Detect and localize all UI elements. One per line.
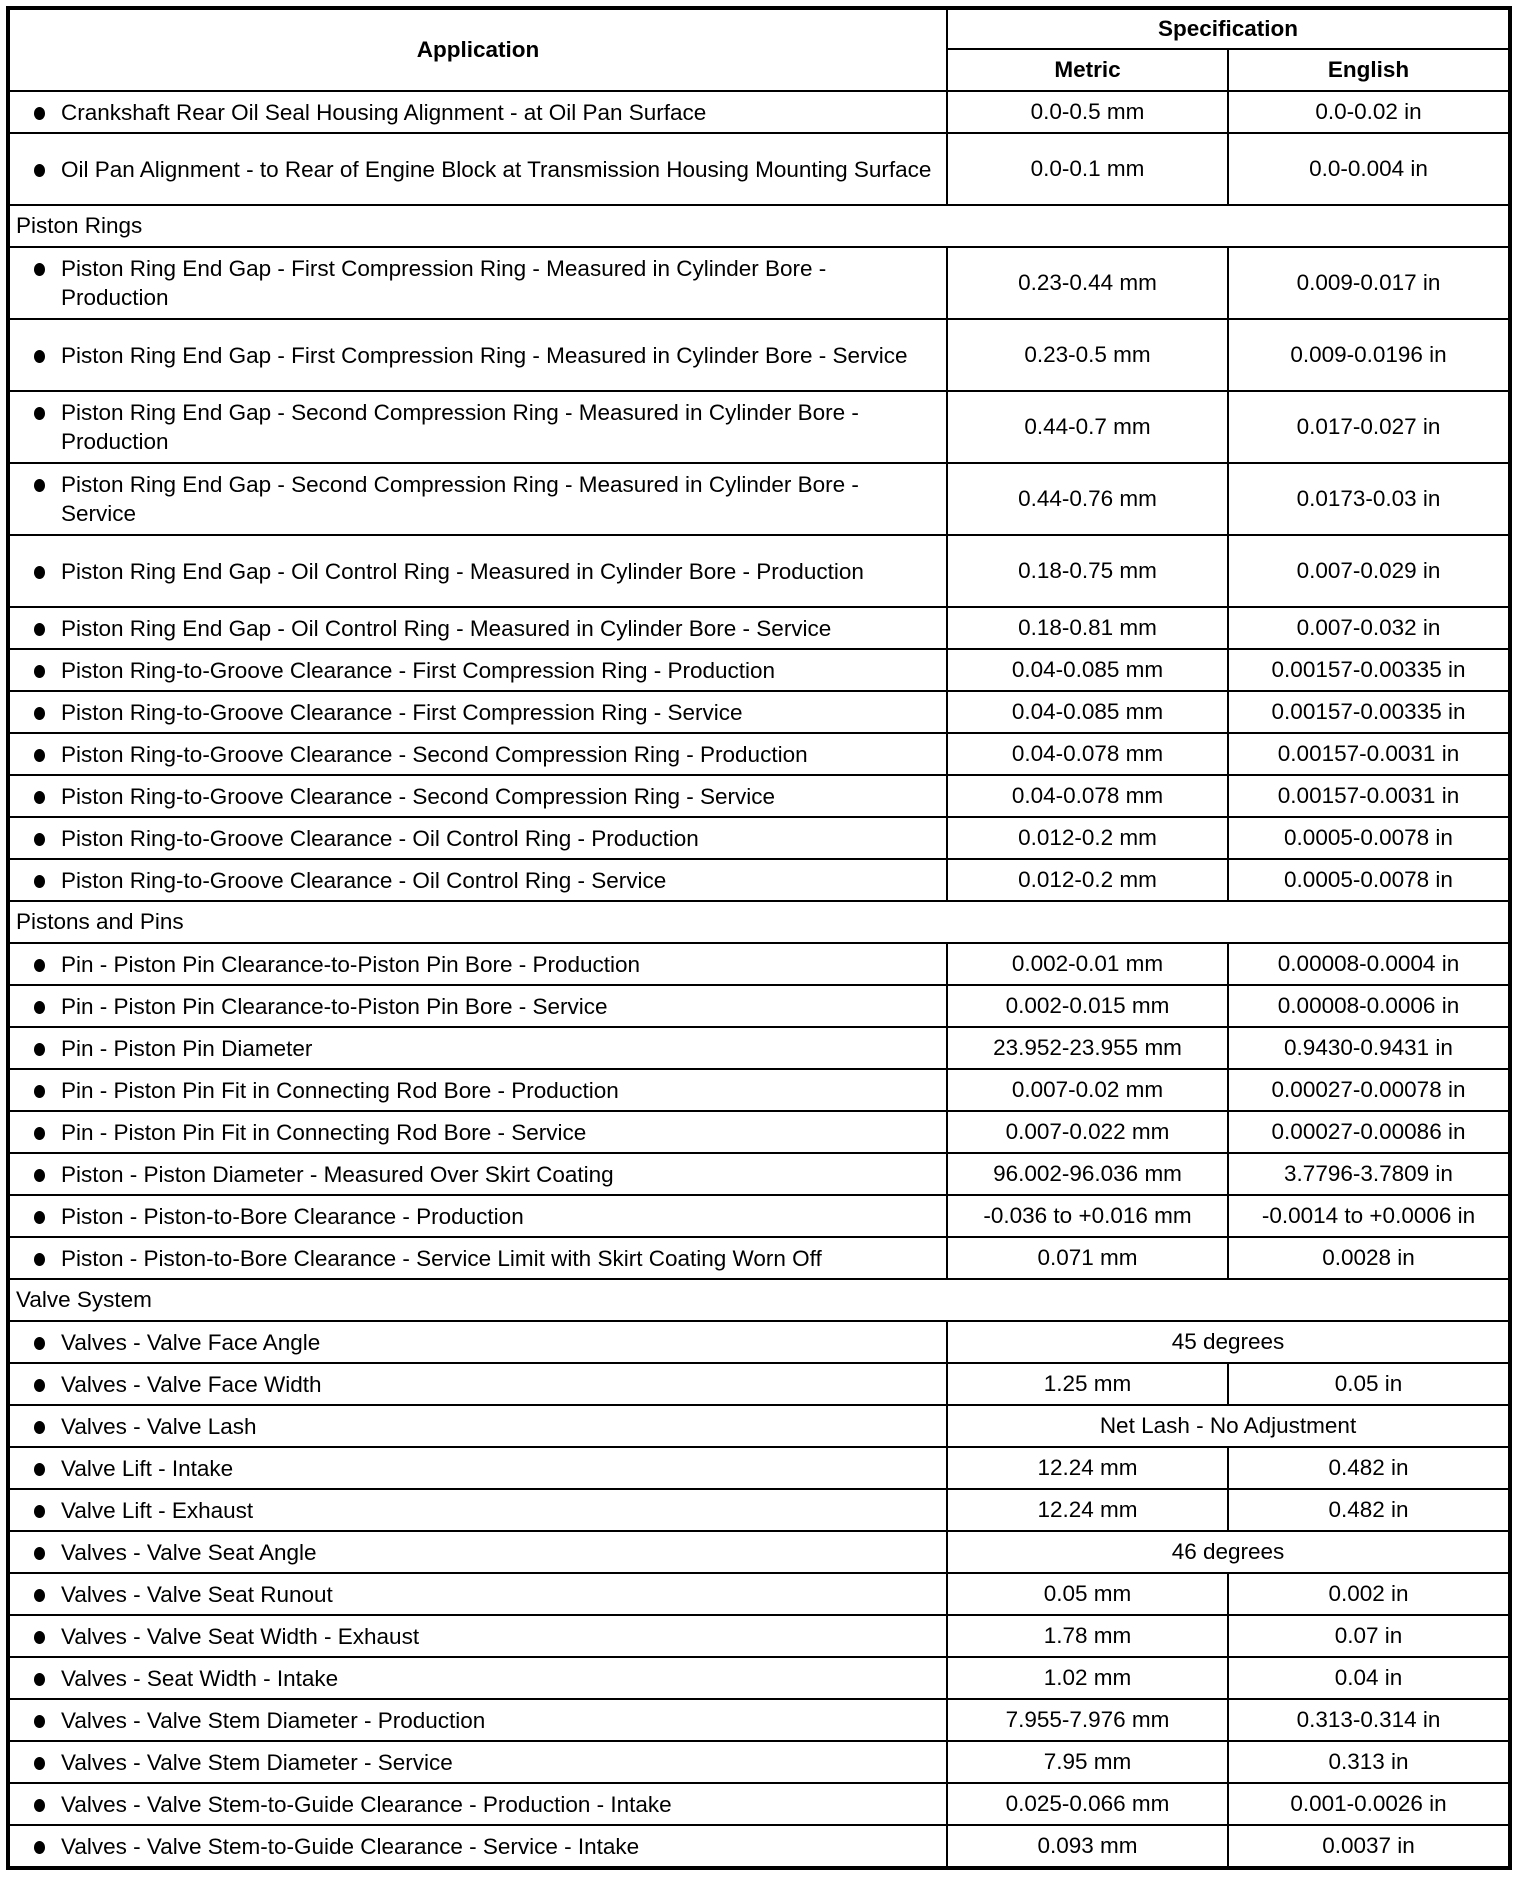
english-cell: 0.0173-0.03 in xyxy=(1228,463,1510,535)
table-row xyxy=(8,1111,1510,1153)
application-cell xyxy=(8,535,947,607)
bullet-icon xyxy=(34,1799,45,1812)
english-cell: 0.482 in xyxy=(1228,1489,1510,1531)
bullet-icon xyxy=(34,1085,45,1098)
metric-cell: 0.18-0.81 mm xyxy=(947,607,1228,649)
application-cell xyxy=(8,1783,947,1825)
application-cell xyxy=(8,391,947,463)
application-cell xyxy=(8,319,947,391)
bullet-icon xyxy=(34,479,45,492)
application-label: Pin - Piston Pin Fit in Connecting Rod Bore - Service xyxy=(61,1119,587,1145)
bullet-icon xyxy=(34,1841,45,1854)
application-label: Piston Ring-to-Groove Clearance - First Compression Ring - Service xyxy=(61,699,743,725)
english-cell: 0.0005-0.0078 in xyxy=(1228,859,1510,901)
table-row xyxy=(8,943,1510,985)
english-cell: 0.00157-0.00335 in xyxy=(1228,691,1510,733)
table-row xyxy=(8,817,1510,859)
metric-cell: 7.955-7.976 mm xyxy=(947,1699,1228,1741)
metric-cell: 1.25 mm xyxy=(947,1363,1228,1405)
metric-cell: 0.23-0.5 mm xyxy=(947,319,1228,391)
metric-cell: 0.012-0.2 mm xyxy=(947,859,1228,901)
application-label: Piston Ring-to-Groove Clearance - Oil Control Ring - Production xyxy=(61,825,699,851)
metric-cell: 0.18-0.75 mm xyxy=(947,535,1228,607)
bullet-icon xyxy=(34,1631,45,1644)
table-row xyxy=(8,649,1510,691)
metric-cell: 0.093 mm xyxy=(947,1825,1228,1868)
bullet-icon xyxy=(34,665,45,678)
bullet-icon xyxy=(34,1757,45,1770)
bullet-icon xyxy=(34,1715,45,1728)
metric-cell: 1.78 mm xyxy=(947,1615,1228,1657)
application-cell xyxy=(8,1699,947,1741)
section-title: Valve System xyxy=(8,1279,1510,1321)
application-cell xyxy=(8,1027,947,1069)
bullet-icon xyxy=(34,875,45,888)
metric-cell: 7.95 mm xyxy=(947,1741,1228,1783)
application-label: Valves - Valve Face Width xyxy=(61,1371,322,1397)
metric-cell: 23.952-23.955 mm xyxy=(947,1027,1228,1069)
metric-cell: 0.025-0.066 mm xyxy=(947,1783,1228,1825)
english-cell: 0.313 in xyxy=(1228,1741,1510,1783)
application-label: Piston Ring End Gap - First Compression Ring - Measured in Cylinder Bore - Production xyxy=(61,256,827,310)
application-cell xyxy=(8,1657,947,1699)
application-label: Piston Ring-to-Groove Clearance - Second Compression Ring - Production xyxy=(61,741,808,767)
table-row xyxy=(8,859,1510,901)
application-label: Valves - Valve Seat Width - Exhaust xyxy=(61,1623,420,1649)
english-cell: 0.001-0.0026 in xyxy=(1228,1783,1510,1825)
application-label: Valves - Seat Width - Intake xyxy=(61,1665,339,1691)
application-cell xyxy=(8,817,947,859)
english-cell: 0.00008-0.0006 in xyxy=(1228,985,1510,1027)
table-row xyxy=(8,1321,1510,1363)
english-cell: 0.009-0.017 in xyxy=(1228,247,1510,319)
metric-cell: 0.04-0.078 mm xyxy=(947,775,1228,817)
application-cell xyxy=(8,1069,947,1111)
application-label: Pin - Piston Pin Fit in Connecting Rod Bore - Production xyxy=(61,1077,619,1103)
table-row xyxy=(8,1069,1510,1111)
application-label: Pin - Piston Pin Diameter xyxy=(61,1035,313,1061)
metric-cell: 0.05 mm xyxy=(947,1573,1228,1615)
application-cell xyxy=(8,1321,947,1363)
english-cell: 0.00157-0.0031 in xyxy=(1228,733,1510,775)
bullet-icon xyxy=(34,1379,45,1392)
english-cell: 0.00157-0.0031 in xyxy=(1228,775,1510,817)
metric-cell: 0.04-0.085 mm xyxy=(947,691,1228,733)
metric-cell: -0.036 to +0.016 mm xyxy=(947,1195,1228,1237)
table-row xyxy=(8,985,1510,1027)
bullet-icon xyxy=(34,407,45,420)
metric-cell: 0.012-0.2 mm xyxy=(947,817,1228,859)
metric-cell: 0.44-0.7 mm xyxy=(947,391,1228,463)
application-label: Piston - Piston Diameter - Measured Over Skirt Coating xyxy=(61,1161,614,1187)
specification-table xyxy=(6,6,1512,1870)
bullet-icon xyxy=(34,1169,45,1182)
application-cell xyxy=(8,1363,947,1405)
table-row xyxy=(8,1195,1510,1237)
table-row xyxy=(8,1825,1510,1868)
english-cell: 0.009-0.0196 in xyxy=(1228,319,1510,391)
table-row xyxy=(8,1405,1510,1447)
table-row xyxy=(8,1783,1510,1825)
bullet-icon xyxy=(34,263,45,276)
application-cell xyxy=(8,1531,947,1573)
metric-cell: 0.071 mm xyxy=(947,1237,1228,1279)
application-cell xyxy=(8,1237,947,1279)
application-label: Valves - Valve Face Angle xyxy=(61,1329,321,1355)
bullet-icon xyxy=(34,1127,45,1140)
bullet-icon xyxy=(34,1337,45,1350)
table-row xyxy=(8,463,1510,535)
metric-cell: 0.04-0.085 mm xyxy=(947,649,1228,691)
application-label: Piston Ring-to-Groove Clearance - Oil Control Ring - Service xyxy=(61,867,667,893)
table-row xyxy=(8,1657,1510,1699)
application-label: Piston Ring End Gap - Oil Control Ring - Measured in Cylinder Bore - Service xyxy=(61,615,832,641)
metric-cell: 0.44-0.76 mm xyxy=(947,463,1228,535)
application-cell xyxy=(8,943,947,985)
english-cell: 0.007-0.032 in xyxy=(1228,607,1510,649)
application-label: Valve Lift - Intake xyxy=(61,1455,234,1481)
application-cell xyxy=(8,91,947,133)
bullet-icon xyxy=(34,350,45,363)
application-label: Piston Ring End Gap - First Compression Ring - Measured in Cylinder Bore - Service xyxy=(61,342,908,368)
application-label: Valve Lift - Exhaust xyxy=(61,1497,254,1523)
bullet-icon xyxy=(34,1547,45,1560)
metric-cell: 0.002-0.015 mm xyxy=(947,985,1228,1027)
table-row xyxy=(8,691,1510,733)
english-cell: 0.0037 in xyxy=(1228,1825,1510,1868)
application-cell xyxy=(8,1825,947,1868)
table-row xyxy=(8,1699,1510,1741)
application-label: Piston Ring End Gap - Oil Control Ring - Measured in Cylinder Bore - Production xyxy=(61,558,864,584)
header-english: English xyxy=(1228,49,1510,91)
application-cell xyxy=(8,1111,947,1153)
application-cell xyxy=(8,649,947,691)
english-cell: 0.0-0.004 in xyxy=(1228,133,1510,205)
header-specification: Specification xyxy=(947,8,1510,49)
english-cell: 0.313-0.314 in xyxy=(1228,1699,1510,1741)
bullet-icon xyxy=(34,1589,45,1602)
application-cell xyxy=(8,1741,947,1783)
application-cell xyxy=(8,1447,947,1489)
metric-cell: 0.04-0.078 mm xyxy=(947,733,1228,775)
metric-cell: 0.007-0.022 mm xyxy=(947,1111,1228,1153)
english-cell: 0.00027-0.00078 in xyxy=(1228,1069,1510,1111)
english-cell: 3.7796-3.7809 in xyxy=(1228,1153,1510,1195)
table-row xyxy=(8,775,1510,817)
application-label: Crankshaft Rear Oil Seal Housing Alignment - at Oil Pan Surface xyxy=(61,99,707,125)
table-row xyxy=(8,1363,1510,1405)
header-application: Application xyxy=(8,8,947,91)
metric-cell: 1.02 mm xyxy=(947,1657,1228,1699)
application-label: Pin - Piston Pin Clearance-to-Piston Pin Bore - Service xyxy=(61,993,608,1019)
bullet-icon xyxy=(34,566,45,579)
metric-cell: 0.0-0.5 mm xyxy=(947,91,1228,133)
bullet-icon xyxy=(34,623,45,636)
table-row xyxy=(8,1573,1510,1615)
application-cell xyxy=(8,985,947,1027)
section-title: Piston Rings xyxy=(8,205,1510,247)
english-cell: 0.9430-0.9431 in xyxy=(1228,1027,1510,1069)
application-label: Valves - Valve Stem-to-Guide Clearance - Service - Intake xyxy=(61,1833,640,1859)
application-label: Piston Ring-to-Groove Clearance - Second Compression Ring - Service xyxy=(61,783,776,809)
application-label: Valves - Valve Seat Runout xyxy=(61,1581,333,1607)
english-cell: 0.00027-0.00086 in xyxy=(1228,1111,1510,1153)
application-cell xyxy=(8,133,947,205)
bullet-icon xyxy=(34,1253,45,1266)
application-label: Pin - Piston Pin Clearance-to-Piston Pin Bore - Production xyxy=(61,951,641,977)
application-label: Piston Ring End Gap - Second Compression Ring - Measured in Cylinder Bore - Service xyxy=(61,472,859,526)
bullet-icon xyxy=(34,1043,45,1056)
application-cell xyxy=(8,1153,947,1195)
english-cell: 0.00157-0.00335 in xyxy=(1228,649,1510,691)
application-label: Valves - Valve Stem Diameter - Production xyxy=(61,1707,486,1733)
bullet-icon xyxy=(34,1673,45,1686)
metric-cell: 96.002-96.036 mm xyxy=(947,1153,1228,1195)
metric-cell: 0.23-0.44 mm xyxy=(947,247,1228,319)
bullet-icon xyxy=(34,107,45,120)
english-cell: 0.0-0.02 in xyxy=(1228,91,1510,133)
application-cell xyxy=(8,733,947,775)
application-cell xyxy=(8,775,947,817)
metric-cell: 0.002-0.01 mm xyxy=(947,943,1228,985)
bullet-icon xyxy=(34,791,45,804)
bullet-icon xyxy=(34,707,45,720)
table-row xyxy=(8,1237,1510,1279)
bullet-icon xyxy=(34,1505,45,1518)
application-cell xyxy=(8,1195,947,1237)
bullet-icon xyxy=(34,749,45,762)
english-cell: -0.0014 to +0.0006 in xyxy=(1228,1195,1510,1237)
table-row xyxy=(8,1447,1510,1489)
application-cell xyxy=(8,859,947,901)
application-label: Piston - Piston-to-Bore Clearance - Service Limit with Skirt Coating Worn Off xyxy=(61,1245,822,1271)
english-cell: 0.07 in xyxy=(1228,1615,1510,1657)
application-label: Piston Ring-to-Groove Clearance - First Compression Ring - Production xyxy=(61,657,776,683)
english-cell: 0.0028 in xyxy=(1228,1237,1510,1279)
english-cell: 0.007-0.029 in xyxy=(1228,535,1510,607)
section-row xyxy=(8,205,1510,247)
header-metric: Metric xyxy=(947,49,1228,91)
table-row xyxy=(8,1027,1510,1069)
application-label: Piston Ring End Gap - Second Compression Ring - Measured in Cylinder Bore - Production xyxy=(61,400,859,454)
bullet-icon xyxy=(34,833,45,846)
application-cell xyxy=(8,607,947,649)
application-label: Piston - Piston-to-Bore Clearance - Production xyxy=(61,1203,524,1229)
metric-cell: 0.0-0.1 mm xyxy=(947,133,1228,205)
table-row xyxy=(8,607,1510,649)
application-cell xyxy=(8,1405,947,1447)
application-cell xyxy=(8,247,947,319)
metric-cell: 12.24 mm xyxy=(947,1489,1228,1531)
metric-cell: 12.24 mm xyxy=(947,1447,1228,1489)
bullet-icon xyxy=(34,164,45,177)
combined-spec-cell: 45 degrees xyxy=(947,1321,1510,1363)
bullet-icon xyxy=(34,1421,45,1434)
english-cell: 0.00008-0.0004 in xyxy=(1228,943,1510,985)
table-row xyxy=(8,1489,1510,1531)
bullet-icon xyxy=(34,1001,45,1014)
english-cell: 0.002 in xyxy=(1228,1573,1510,1615)
section-row xyxy=(8,1279,1510,1321)
bullet-icon xyxy=(34,959,45,972)
application-label: Valves - Valve Stem Diameter - Service xyxy=(61,1749,453,1775)
section-title: Pistons and Pins xyxy=(8,901,1510,943)
application-label: Valves - Valve Stem-to-Guide Clearance - Production - Intake xyxy=(61,1791,672,1817)
table-row xyxy=(8,319,1510,391)
english-cell: 0.04 in xyxy=(1228,1657,1510,1699)
application-label: Valves - Valve Seat Angle xyxy=(61,1539,317,1565)
application-label: Oil Pan Alignment - to Rear of Engine Block at Transmission Housing Mounting Surface xyxy=(61,156,932,182)
table-body xyxy=(8,91,1510,1868)
bullet-icon xyxy=(34,1463,45,1476)
combined-spec-cell: Net Lash - No Adjustment xyxy=(947,1405,1510,1447)
application-cell xyxy=(8,1615,947,1657)
table-row xyxy=(8,91,1510,133)
table-row xyxy=(8,247,1510,319)
application-cell xyxy=(8,1573,947,1615)
table-row xyxy=(8,1153,1510,1195)
table-row xyxy=(8,391,1510,463)
table-row xyxy=(8,1531,1510,1573)
application-label: Valves - Valve Lash xyxy=(61,1413,257,1439)
english-cell: 0.482 in xyxy=(1228,1447,1510,1489)
table-row xyxy=(8,1615,1510,1657)
section-row xyxy=(8,901,1510,943)
table-row xyxy=(8,733,1510,775)
table-row xyxy=(8,1741,1510,1783)
application-cell xyxy=(8,691,947,733)
application-cell xyxy=(8,1489,947,1531)
table-row xyxy=(8,133,1510,205)
english-cell: 0.017-0.027 in xyxy=(1228,391,1510,463)
table-row xyxy=(8,535,1510,607)
combined-spec-cell: 46 degrees xyxy=(947,1531,1510,1573)
bullet-icon xyxy=(34,1211,45,1224)
english-cell: 0.0005-0.0078 in xyxy=(1228,817,1510,859)
english-cell: 0.05 in xyxy=(1228,1363,1510,1405)
metric-cell: 0.007-0.02 mm xyxy=(947,1069,1228,1111)
application-cell xyxy=(8,463,947,535)
